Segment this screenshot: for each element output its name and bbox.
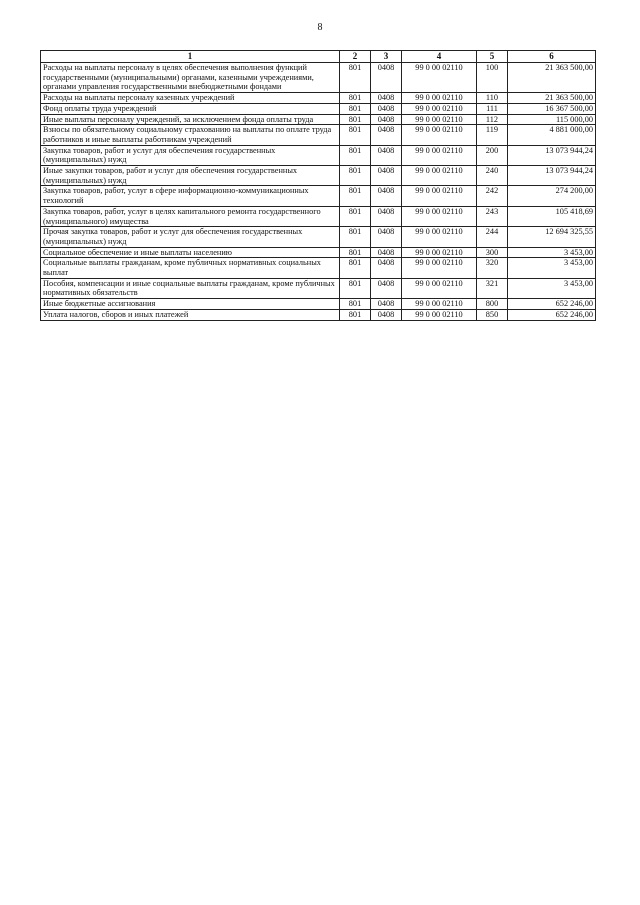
row-name-cell: Прочая закупка товаров, работ и услуг для обеспечения государственных (муниципальных) нужд [41, 227, 340, 247]
row-grbs-cell: 801 [340, 278, 371, 298]
row-amount-cell: 16 367 500,00 [508, 103, 596, 114]
row-target-cell: 99 0 00 02110 [402, 63, 477, 93]
row-section-cell: 0408 [371, 278, 402, 298]
row-grbs-cell: 801 [340, 103, 371, 114]
row-amount-cell: 12 694 325,55 [508, 227, 596, 247]
row-target-cell: 99 0 00 02110 [402, 93, 477, 104]
row-name-cell: Расходы на выплаты персоналу казенных учреждений [41, 93, 340, 104]
table-row [41, 206, 596, 226]
row-name-cell: Фонд оплаты труда учреждений [41, 103, 340, 114]
row-name-cell: Закупка товаров, работ и услуг для обеспечения государственных (муниципальных) нужд [41, 145, 340, 165]
row-grbs-cell: 801 [340, 93, 371, 104]
table-row [41, 227, 596, 247]
row-amount-cell: 274 200,00 [508, 186, 596, 206]
row-amount-cell: 21 363 500,00 [508, 63, 596, 93]
row-grbs-cell: 801 [340, 227, 371, 247]
row-grbs-cell: 801 [340, 145, 371, 165]
table-row [41, 125, 596, 145]
row-target-cell: 99 0 00 02110 [402, 114, 477, 125]
row-section-cell: 0408 [371, 186, 402, 206]
row-name-cell: Расходы на выплаты персоналу в целях обеспечения выполнения функций государственными (муниципальными) органами, казенными учреждениями, органами управления государственными внебюджетными фондами [41, 63, 340, 93]
row-section-cell: 0408 [371, 125, 402, 145]
column-header: 2 [340, 51, 371, 63]
row-name-cell: Социальные выплаты гражданам, кроме публичных нормативных социальных выплат [41, 258, 340, 278]
row-amount-cell: 3 453,00 [508, 247, 596, 258]
row-name-cell: Пособия, компенсации и иные социальные выплаты гражданам, кроме публичных нормативных обязательств [41, 278, 340, 298]
row-grbs-cell: 801 [340, 166, 371, 186]
row-section-cell: 0408 [371, 103, 402, 114]
row-target-cell: 99 0 00 02110 [402, 309, 477, 320]
row-amount-cell: 115 000,00 [508, 114, 596, 125]
row-target-cell: 99 0 00 02110 [402, 258, 477, 278]
column-header: 6 [508, 51, 596, 63]
budget-table [40, 50, 596, 321]
row-section-cell: 0408 [371, 145, 402, 165]
row-target-cell: 99 0 00 02110 [402, 247, 477, 258]
row-type-cell: 243 [477, 206, 508, 226]
row-name-cell: Закупка товаров, работ, услуг в сфере информационно-коммуникационных технологий [41, 186, 340, 206]
row-amount-cell: 13 073 944,24 [508, 145, 596, 165]
row-type-cell: 110 [477, 93, 508, 104]
row-section-cell: 0408 [371, 63, 402, 93]
row-target-cell: 99 0 00 02110 [402, 299, 477, 310]
row-section-cell: 0408 [371, 227, 402, 247]
row-type-cell: 850 [477, 309, 508, 320]
row-type-cell: 100 [477, 63, 508, 93]
row-section-cell: 0408 [371, 206, 402, 226]
row-type-cell: 200 [477, 145, 508, 165]
row-target-cell: 99 0 00 02110 [402, 125, 477, 145]
row-type-cell: 800 [477, 299, 508, 310]
column-header: 4 [402, 51, 477, 63]
row-target-cell: 99 0 00 02110 [402, 145, 477, 165]
table-row [41, 114, 596, 125]
row-target-cell: 99 0 00 02110 [402, 227, 477, 247]
row-target-cell: 99 0 00 02110 [402, 166, 477, 186]
table-row [41, 145, 596, 165]
row-grbs-cell: 801 [340, 114, 371, 125]
row-section-cell: 0408 [371, 309, 402, 320]
row-name-cell: Иные закупки товаров, работ и услуг для обеспечения государственных (муниципальных) нужд [41, 166, 340, 186]
row-amount-cell: 4 881 000,00 [508, 125, 596, 145]
row-type-cell: 300 [477, 247, 508, 258]
table-row [41, 63, 596, 93]
row-type-cell: 112 [477, 114, 508, 125]
row-grbs-cell: 801 [340, 247, 371, 258]
row-amount-cell: 21 363 500,00 [508, 93, 596, 104]
row-target-cell: 99 0 00 02110 [402, 103, 477, 114]
row-type-cell: 119 [477, 125, 508, 145]
row-section-cell: 0408 [371, 114, 402, 125]
row-grbs-cell: 801 [340, 309, 371, 320]
column-header: 1 [41, 51, 340, 63]
row-name-cell: Иные бюджетные ассигнования [41, 299, 340, 310]
row-type-cell: 321 [477, 278, 508, 298]
row-section-cell: 0408 [371, 93, 402, 104]
row-name-cell: Социальное обеспечение и иные выплаты населению [41, 247, 340, 258]
row-section-cell: 0408 [371, 258, 402, 278]
row-grbs-cell: 801 [340, 125, 371, 145]
row-target-cell: 99 0 00 02110 [402, 186, 477, 206]
column-header: 3 [371, 51, 402, 63]
row-type-cell: 111 [477, 103, 508, 114]
table-row [41, 258, 596, 278]
table-row [41, 247, 596, 258]
row-name-cell: Взносы по обязательному социальному страхованию на выплаты по оплате труда работников и иные выплаты работникам учреждений [41, 125, 340, 145]
row-amount-cell: 652 246,00 [508, 309, 596, 320]
table-row [41, 166, 596, 186]
table-header-row [41, 51, 596, 63]
table-row [41, 93, 596, 104]
row-grbs-cell: 801 [340, 206, 371, 226]
row-section-cell: 0408 [371, 166, 402, 186]
row-section-cell: 0408 [371, 247, 402, 258]
row-grbs-cell: 801 [340, 258, 371, 278]
row-amount-cell: 652 246,00 [508, 299, 596, 310]
row-type-cell: 244 [477, 227, 508, 247]
row-grbs-cell: 801 [340, 186, 371, 206]
page-number: 8 [317, 22, 323, 33]
row-name-cell: Закупка товаров, работ, услуг в целях капитального ремонта государственного (муниципального) имущества [41, 206, 340, 226]
row-type-cell: 240 [477, 166, 508, 186]
row-type-cell: 242 [477, 186, 508, 206]
row-type-cell: 320 [477, 258, 508, 278]
row-name-cell: Уплата налогов, сборов и иных платежей [41, 309, 340, 320]
row-grbs-cell: 801 [340, 63, 371, 93]
table-row [41, 186, 596, 206]
table-row [41, 103, 596, 114]
table-row [41, 278, 596, 298]
row-name-cell: Иные выплаты персоналу учреждений, за исключением фонда оплаты труда [41, 114, 340, 125]
row-amount-cell: 3 453,00 [508, 258, 596, 278]
row-amount-cell: 105 418,69 [508, 206, 596, 226]
column-header: 5 [477, 51, 508, 63]
row-amount-cell: 3 453,00 [508, 278, 596, 298]
row-target-cell: 99 0 00 02110 [402, 278, 477, 298]
row-grbs-cell: 801 [340, 299, 371, 310]
table-row [41, 299, 596, 310]
row-section-cell: 0408 [371, 299, 402, 310]
table-body [41, 63, 596, 321]
table-row [41, 309, 596, 320]
row-amount-cell: 13 073 944,24 [508, 166, 596, 186]
row-target-cell: 99 0 00 02110 [402, 206, 477, 226]
